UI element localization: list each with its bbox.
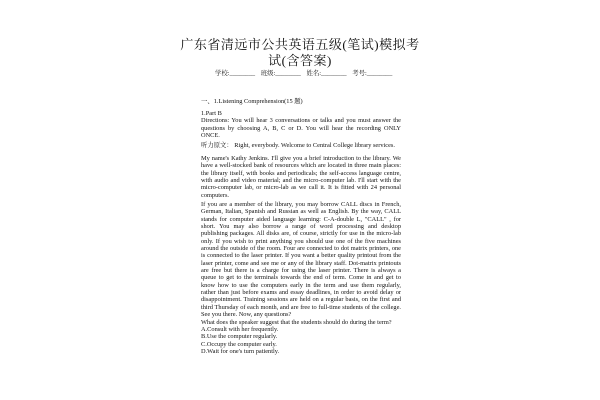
paragraph-line: computers. [201,191,230,199]
answer-option-a: A.Consult with her frequently. [201,325,279,333]
paragraph-line: laser printer, come and see me or any of the library staff. Dot-matrix printouts [201,259,401,267]
passage-paragraph-1 [201,155,401,199]
paragraph-line: know how to use the computers early in the term and use them regularly, [201,281,401,289]
transcript-intro [201,142,401,149]
paragraph-line: only. If you wish to print anything you should use one of the five machines [201,237,401,245]
part-label: 1.Part B [201,110,222,117]
paragraph-line: around the outside of the room. Four are connected to dot matrix printers, one [201,245,401,253]
paragraph-line: is connected to the laser printer. If you want a better quality printout from the [201,252,401,260]
paragraph-line: rather than just before exams and essay deadlines, in order to avoid delay or [201,289,401,297]
answer-option-d: D.Wait for one's turn patiently. [201,347,280,355]
directions-line: ONCE. [201,132,220,140]
student-info-row [215,68,396,77]
paragraph-line: are free but there is a charge for using the laser printer. There is always a [201,267,401,275]
directions-line: questions by choosing A, B, C or D. You will hear the recording ONLY [201,124,401,132]
paragraph-line: German, Italian, Spanish and Russian as well as English. By the way, CALL [201,208,401,216]
name-field: 姓名:________ [306,70,347,77]
part-and-directions [201,110,401,139]
section-heading [201,98,401,105]
answer-option-b: B.Use the computer regularly. [201,333,278,341]
document-title-line-2: 试(含答案) [268,53,332,68]
paragraph-line: the library itself, with books and periodicals; the self-access language centre, [201,169,401,177]
document-title-line-1: 广东省清远市公共英语五级(笔试)模拟考 [180,37,420,52]
paragraph-line: short. You may also borrow a range of word processing and desktop [201,223,401,231]
paragraph-line: stands for computer aided language learning: C-A-double L, "CALL" , for [201,215,401,223]
answer-option-c: C.Occupy the computer early. [201,340,277,348]
section-heading-text: 一、1.Listening Comprehension(15 题) [201,98,303,105]
paragraph-line: publishing packages. All disks are, of course, strictly for use in the micro-lab [201,230,401,238]
paragraph-line: with audio and video material; and the micro-computer lab. I'll start with the [201,177,401,185]
paragraph-line: third Thursday of each month, and are free to full-time students of the college. [201,303,401,311]
paragraph-line: My name's Kathy Jenkins. I'll give you a brief introduction to the library. We [201,155,401,162]
paragraph-line: queue to get to the terminals towards the end of term. Come in and get to [201,274,401,282]
paragraph-line: disappointment. Training sessions are held on a regular basis, on the first and [201,296,401,304]
directions-line: Directions: You will hear 3 conversations or talks and you must answer the [201,117,401,125]
paragraph-line: micro-computer lab, or micro-lab as we call it. It is fitted with 24 personal [201,184,401,192]
paragraph-line: If you are a member of the library, you may borrow CALL discs in French, [201,201,401,208]
school-field: 学校:________ [215,70,256,77]
transcript-intro-text: 听力原文： Right, everybody. Welcome to Central College library services. [201,142,395,149]
paragraph-line: See you there. Now, any questions? [201,311,292,319]
class-field: 班级:________ [260,70,301,77]
question-text: What does the speaker suggest that the students should do during the term? [201,318,392,326]
paragraph-line: have a well-stocked bank of resources which are located in three main places: [201,162,401,170]
exam-number-field: 考号:________ [352,70,393,77]
passage-paragraph-2 [201,201,401,355]
